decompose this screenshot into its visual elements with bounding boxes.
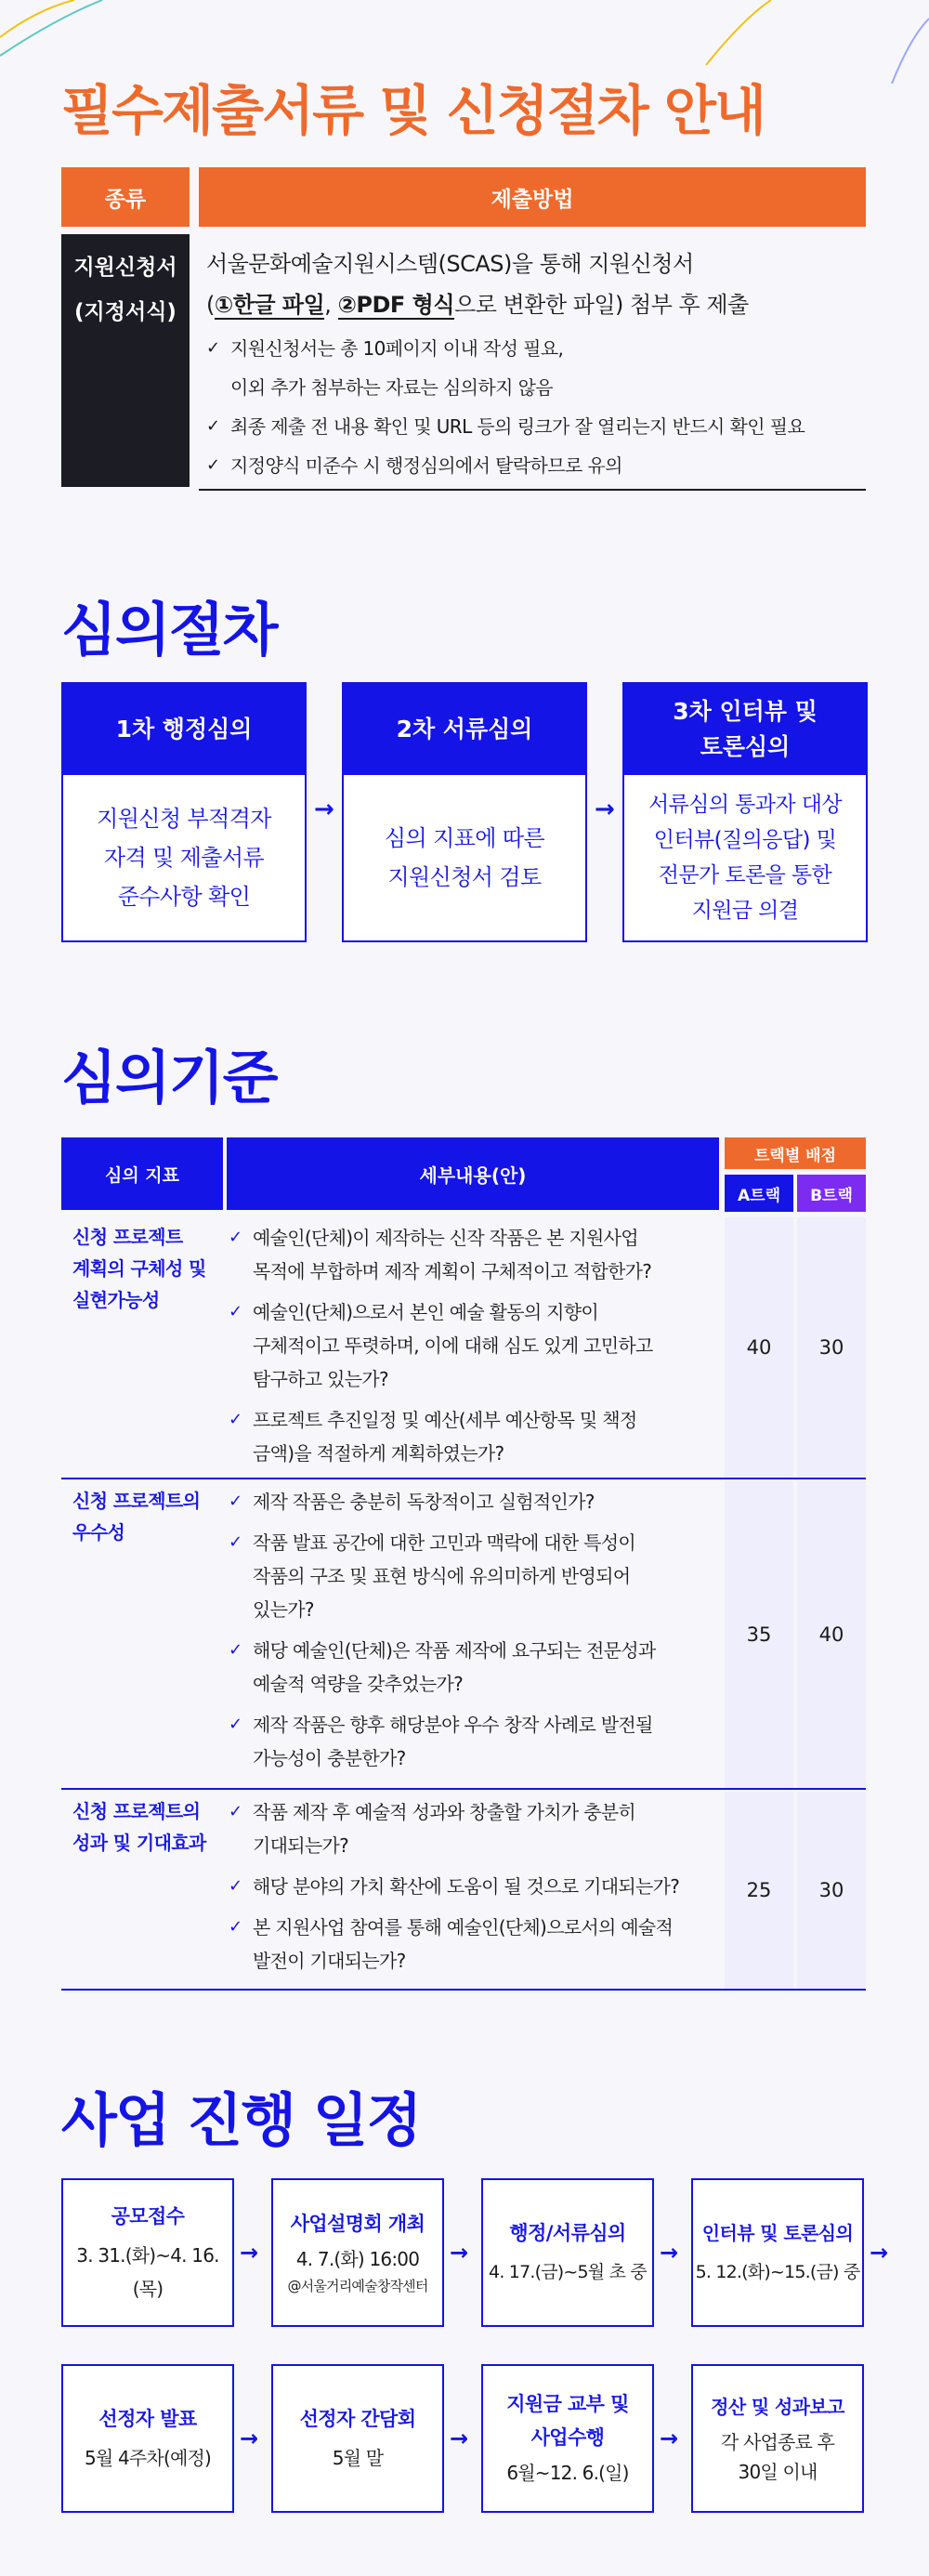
criteria-row-2-item-3-l1: ✓ 해당 예술인(단체)은 작품 제작에 요구되는 전문성과 <box>253 1639 656 1662</box>
schedule-item-4-date: 5. 12.(화)~15.(금) 중 <box>695 2262 860 2282</box>
criteria-row-3-item-1 <box>229 1795 721 1862</box>
docs-main-pdf: ②PDF 형식 <box>337 292 455 318</box>
criteria-row-1-item-1 <box>229 1221 721 1288</box>
docs-kind-line2: (지정서식) <box>74 300 177 324</box>
criteria-row-1-ind-l2: 계획의 구체성 및 <box>72 1257 206 1280</box>
criteria-col-a: A트랙 <box>725 1175 793 1212</box>
schedule-item-7-title-l2: 사업수행 <box>530 2426 605 2449</box>
criteria-row-3-item-2: ✓ 해당 분야의 가치 확산에 도움이 될 것으로 기대되는가? <box>229 1870 721 1903</box>
docs-check-1 <box>206 329 858 407</box>
docs-method-cell <box>199 234 866 491</box>
process-step-3-l4: 지원금 의결 <box>691 899 799 923</box>
schedule-item-5 <box>61 2364 234 2513</box>
process-step-1-l3: 준수사항 확인 <box>117 884 251 910</box>
criteria-row-1-item-3-l2: 금액)을 적절하게 계획하였는가? <box>253 1442 504 1465</box>
criteria-row-2-item-2-l2: 작품의 구조 및 표현 방식에 유의미하게 반영되어 <box>253 1565 631 1587</box>
criteria-row-1-ind-l1: 신청 프로젝트 <box>72 1226 183 1248</box>
criteria-row-2-ind-l1: 신청 프로젝트의 <box>72 1490 201 1512</box>
criteria-row-2-detail <box>229 1485 721 1782</box>
process-arrow-2: → <box>595 795 615 823</box>
criteria-row-1-item-2-l1: ✓ 예술인(단체)으로서 본인 예술 활동의 지향이 <box>253 1301 598 1323</box>
criteria-row-1-item-3-l1: ✓ 프로젝트 추진일정 및 예산(세부 예산항목 및 책정 <box>253 1409 637 1431</box>
criteria-row-2-ind-l2: 우수성 <box>72 1521 125 1544</box>
docs-kind-cell <box>61 234 190 487</box>
criteria-row-3-score-a: 25 <box>725 1792 793 1989</box>
schedule-item-8-date-l1: 각 사업종료 후 <box>720 2431 835 2453</box>
process-step-2-l1: 심의 지표에 따른 <box>384 825 545 851</box>
docs-main-line1: 서울문화예술지원시스템(SCAS)을 통해 지원신청서 <box>206 251 694 277</box>
criteria-row-2-score-a: 35 <box>725 1481 793 1788</box>
process-step-3-l2: 인터뷰(질의응답) 및 <box>653 828 837 852</box>
criteria-col-detail: 세부내용(안) <box>227 1137 719 1210</box>
schedule-item-3 <box>481 2178 654 2327</box>
criteria-row-1-item-2-l3: 탐구하고 있는가? <box>253 1368 388 1390</box>
process-step-1-head <box>63 684 305 775</box>
process-step-2-l2: 지원신청서 검토 <box>387 864 542 890</box>
criteria-row-2-item-4-l2: 가능성이 충분한가? <box>253 1747 406 1769</box>
process-step-3-head-l1: 3차 인터뷰 및 <box>673 698 818 725</box>
criteria-row-1-item-3 <box>229 1403 721 1470</box>
docs-title: 필수제출서류 및 신청절차 안내 <box>61 79 765 142</box>
process-arrow-1: → <box>314 795 334 823</box>
criteria-col-indicator: 심의 지표 <box>61 1137 223 1210</box>
criteria-row-2-item-4-l1: ✓ 제작 작품은 향후 해당분야 우수 창작 사례로 발전될 <box>253 1714 653 1736</box>
process-step-1-l1: 지원신청 부적격자 <box>97 806 271 832</box>
schedule-item-2-date: 4. 7.(화) 16:00 <box>295 2248 420 2270</box>
criteria-row-1-score-a: 40 <box>725 1217 793 1478</box>
process-title: 심의절차 <box>61 596 277 664</box>
schedule-arrow-1: → <box>240 2240 259 2266</box>
schedule-item-1-title: 공모접수 <box>111 2205 185 2228</box>
schedule-item-1 <box>61 2178 234 2327</box>
schedule-item-3-title: 행정/서류심의 <box>509 2222 626 2244</box>
process-step-3-l1: 서류심의 통과자 대상 <box>648 793 842 817</box>
process-step-3-l3: 전문가 토론을 통한 <box>658 863 832 887</box>
docs-main-line2 <box>206 284 858 325</box>
schedule-arrow-2: → <box>450 2240 469 2266</box>
schedule-item-6-date: 5월 말 <box>332 2447 384 2469</box>
process-step-1-head-l1: 1차 행정심의 <box>115 716 253 743</box>
criteria-col-b: B트랙 <box>797 1175 866 1212</box>
docs-col-method: 제출방법 <box>199 167 866 227</box>
process-step-1 <box>61 682 307 942</box>
schedule-item-2-title: 사업설명회 개최 <box>290 2213 425 2235</box>
criteria-row-1-item-2-l2: 구체적이고 뚜렷하며, 이에 대해 심도 있게 고민하고 <box>253 1334 653 1357</box>
criteria-row-1-item-1-l2: 목적에 부합하며 제작 계획이 구체적이고 적합한가? <box>253 1260 652 1282</box>
schedule-item-4 <box>691 2178 864 2327</box>
criteria-row-1-item-2 <box>229 1295 721 1396</box>
schedule-item-8-title: 정산 및 성과보고 <box>711 2396 844 2418</box>
criteria-row-2-item-2-l1: ✓ 작품 발표 공간에 대한 고민과 맥락에 대한 특성이 <box>253 1531 636 1554</box>
criteria-row-1-ind-l3: 실현가능성 <box>72 1289 160 1311</box>
schedule-item-2-venue: @서울거리예술창작센터 <box>287 2278 428 2294</box>
criteria-row-2-item-4 <box>229 1708 721 1775</box>
schedule-item-8-date-l2: 30일 이내 <box>738 2461 818 2483</box>
schedule-arrow-6: → <box>450 2425 469 2451</box>
schedule-title: 사업 진행 일정 <box>61 2086 421 2154</box>
process-step-2-head-l1: 2차 서류심의 <box>396 716 533 743</box>
docs-main-post: 으로 변환한 파일) 첨부 후 제출 <box>454 292 749 318</box>
schedule-arrow-3: → <box>660 2240 679 2266</box>
process-step-3-text <box>624 775 866 940</box>
docs-check-1b: 이외 추가 첨부하는 자료는 심의하지 않음 <box>230 376 554 399</box>
criteria-row-3-item-3-l2: 발전이 기대되는가? <box>253 1950 406 1972</box>
process-step-2-head <box>344 684 585 775</box>
criteria-row-2-item-3-l2: 예술적 역량을 갖추었는가? <box>253 1673 464 1695</box>
process-step-2-text <box>344 775 585 940</box>
schedule-item-7-title-l1: 지원금 교부 및 <box>506 2393 629 2415</box>
criteria-row-3-item-3-l1: ✓ 본 지원사업 참여를 통해 예술인(단체)으로서의 예술적 <box>253 1916 674 1939</box>
schedule-item-6 <box>271 2364 444 2513</box>
schedule-item-1-date: 3. 31.(화)~4. 16.(목) <box>76 2244 219 2300</box>
criteria-row-2-item-1: ✓ 제작 작품은 충분히 독창적이고 실험적인가? <box>229 1485 721 1518</box>
criteria-row-3-item-1-l2: 기대되는가? <box>253 1834 349 1857</box>
criteria-row-3-item-1-l1: ✓ 작품 제작 후 예술적 성과와 창출할 가치가 충분히 <box>253 1801 636 1823</box>
process-step-3 <box>622 682 868 942</box>
docs-check-1a: ✓ 지원신청서는 총 10페이지 이내 작성 필요, <box>230 337 564 360</box>
docs-check-3: ✓ 지정양식 미준수 시 행정심의에서 탈락하므로 유의 <box>206 446 858 485</box>
docs-main-pre: ( <box>206 292 215 318</box>
schedule-arrow-4: → <box>870 2240 889 2266</box>
criteria-row-3 <box>61 1792 866 1991</box>
schedule-item-6-title: 선정자 간담회 <box>299 2408 416 2430</box>
schedule-item-3-date: 4. 17.(금)~5월 초 중 <box>489 2262 647 2282</box>
schedule-arrow-7: → <box>660 2425 679 2451</box>
docs-main-hwp: ①한글 파일 <box>214 292 325 318</box>
criteria-row-2-item-2 <box>229 1526 721 1626</box>
criteria-row-1-detail <box>229 1221 721 1478</box>
schedule-item-5-date: 5월 4주차(예정) <box>84 2447 211 2469</box>
criteria-row-3-ind-l2: 성과 및 기대효과 <box>72 1832 206 1854</box>
criteria-row-3-detail <box>229 1795 721 1985</box>
docs-main-sep: , <box>324 292 338 318</box>
schedule-item-2 <box>271 2178 444 2327</box>
process-step-3-head-l2: 토론심의 <box>700 733 791 760</box>
criteria-row-3-item-3 <box>229 1911 721 1978</box>
criteria-row-2-score-b: 40 <box>797 1481 866 1788</box>
docs-kind-line1: 지원신청서 <box>73 256 177 280</box>
criteria-row-2-item-3 <box>229 1634 721 1701</box>
docs-check-2: ✓ 최종 제출 전 내용 확인 및 URL 등의 링크가 잘 열리는지 반드시 확인 필요 <box>206 407 858 446</box>
criteria-col-track: 트랙별 배점 <box>725 1137 866 1169</box>
process-step-1-l2: 자격 및 제출서류 <box>103 845 265 871</box>
criteria-row-1-score-b: 30 <box>797 1217 866 1478</box>
process-step-3-head <box>624 684 866 775</box>
criteria-row-3-score-b: 30 <box>797 1792 866 1989</box>
process-step-2 <box>342 682 587 942</box>
schedule-item-7 <box>481 2364 654 2513</box>
schedule-item-5-title: 선정자 발표 <box>98 2408 197 2430</box>
docs-col-kind: 종류 <box>61 167 190 227</box>
schedule-item-7-date: 6월~12. 6.(일) <box>506 2462 629 2484</box>
criteria-row-2-item-2-l3: 있는가? <box>253 1598 314 1621</box>
criteria-row-3-ind-l1: 신청 프로젝트의 <box>72 1800 201 1822</box>
docs-check-list <box>206 329 858 485</box>
criteria-title: 심의기준 <box>61 1044 277 1111</box>
criteria-row-2 <box>61 1481 866 1790</box>
criteria-row-1 <box>61 1217 866 1479</box>
schedule-item-8 <box>691 2364 864 2513</box>
schedule-arrow-5: → <box>240 2425 259 2451</box>
criteria-row-1-item-1-l1: ✓ 예술인(단체)이 제작하는 신작 작품은 본 지원사업 <box>253 1227 638 1249</box>
process-step-1-text <box>63 775 305 940</box>
schedule-item-4-title: 인터뷰 및 토론심의 <box>701 2222 854 2244</box>
